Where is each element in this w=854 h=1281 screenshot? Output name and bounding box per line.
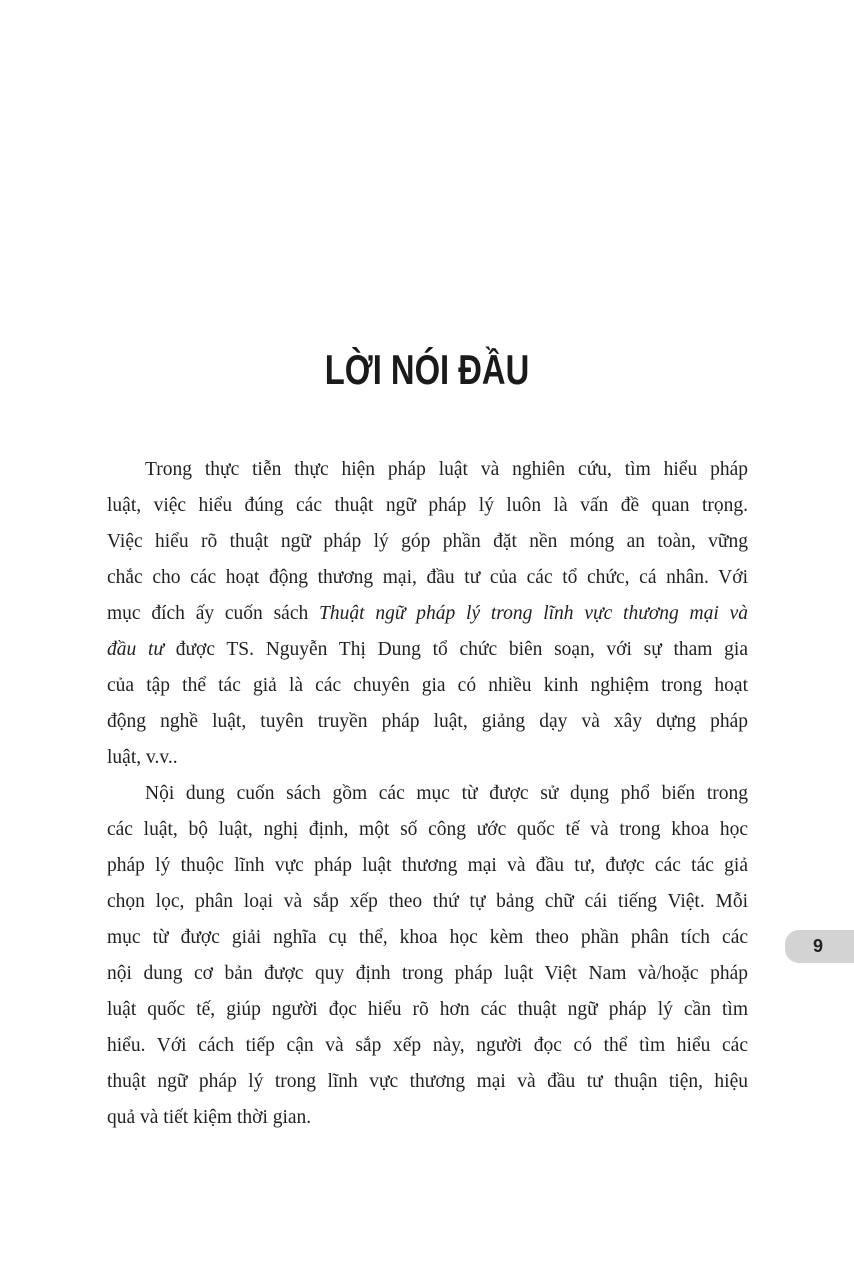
text-line: quả và tiết kiệm thời gian. bbox=[107, 1107, 312, 1128]
page-number: 9 bbox=[813, 936, 824, 956]
text-line: pháp lý thuộc lĩnh vực pháp luật thương mại và đầu tư, được các tác giả bbox=[107, 855, 748, 876]
text-line: Nội dung cuốn sách gồm các mục từ được sử dụng phổ biến trong bbox=[145, 783, 748, 804]
text-line: Việc hiểu rõ thuật ngữ pháp lý góp phần đặt nền móng an toàn, vững bbox=[107, 531, 748, 552]
text-line: của tập thể tác giả là các chuyên gia có nhiều kinh nghiệm trong hoạt bbox=[107, 675, 748, 696]
text-line: Trong thực tiễn thực hiện pháp luật và nghiên cứu, tìm hiểu pháp bbox=[145, 459, 748, 480]
page-title: LỜI NÓI ĐẦU bbox=[324, 346, 530, 394]
page-number-tab bbox=[785, 930, 854, 963]
book-title-italic: Thuật ngữ pháp lý trong lĩnh vực thương mại và bbox=[319, 603, 748, 624]
text-line: nội dung cơ bản được quy định trong pháp luật Việt Nam và/hoặc pháp bbox=[107, 963, 748, 984]
text-line: chắc cho các hoạt động thương mại, đầu tư của các tổ chức, cá nhân. Với bbox=[107, 567, 748, 588]
text-line: động nghề luật, tuyên truyền pháp luật, giảng dạy và xây dựng pháp bbox=[107, 711, 748, 732]
text-line: luật quốc tế, giúp người đọc hiểu rõ hơn các thuật ngữ pháp lý cần tìm bbox=[107, 999, 748, 1020]
text-line: luật, v.v.. bbox=[107, 747, 178, 768]
text-line: chọn lọc, phân loại và sắp xếp theo thứ tự bảng chữ cái tiếng Việt. Mỗi bbox=[107, 891, 748, 912]
text-line bbox=[107, 635, 748, 671]
text-line: mục từ được giải nghĩa cụ thể, khoa học kèm theo phần phân tích các bbox=[107, 927, 748, 948]
text-segment: mục đích ấy cuốn sách bbox=[107, 603, 320, 624]
text-line: luật, việc hiểu đúng các thuật ngữ pháp lý luôn là vấn đề quan trọng. bbox=[107, 495, 748, 516]
preface-body bbox=[107, 455, 748, 1139]
text-line: thuật ngữ pháp lý trong lĩnh vực thương mại và đầu tư thuận tiện, hiệu bbox=[107, 1071, 748, 1092]
text-line: các luật, bộ luật, nghị định, một số công ước quốc tế và trong khoa học bbox=[107, 819, 748, 840]
paragraph-1 bbox=[107, 455, 748, 779]
text-line bbox=[107, 599, 748, 635]
paragraph-2 bbox=[107, 779, 748, 1139]
text-line: hiểu. Với cách tiếp cận và sắp xếp này, người đọc có thể tìm hiểu các bbox=[107, 1035, 748, 1056]
book-title-italic: đầu tư bbox=[107, 639, 165, 660]
text-segment: được TS. Nguyễn Thị Dung tổ chức biên soạn, với sự tham gia bbox=[164, 639, 748, 660]
